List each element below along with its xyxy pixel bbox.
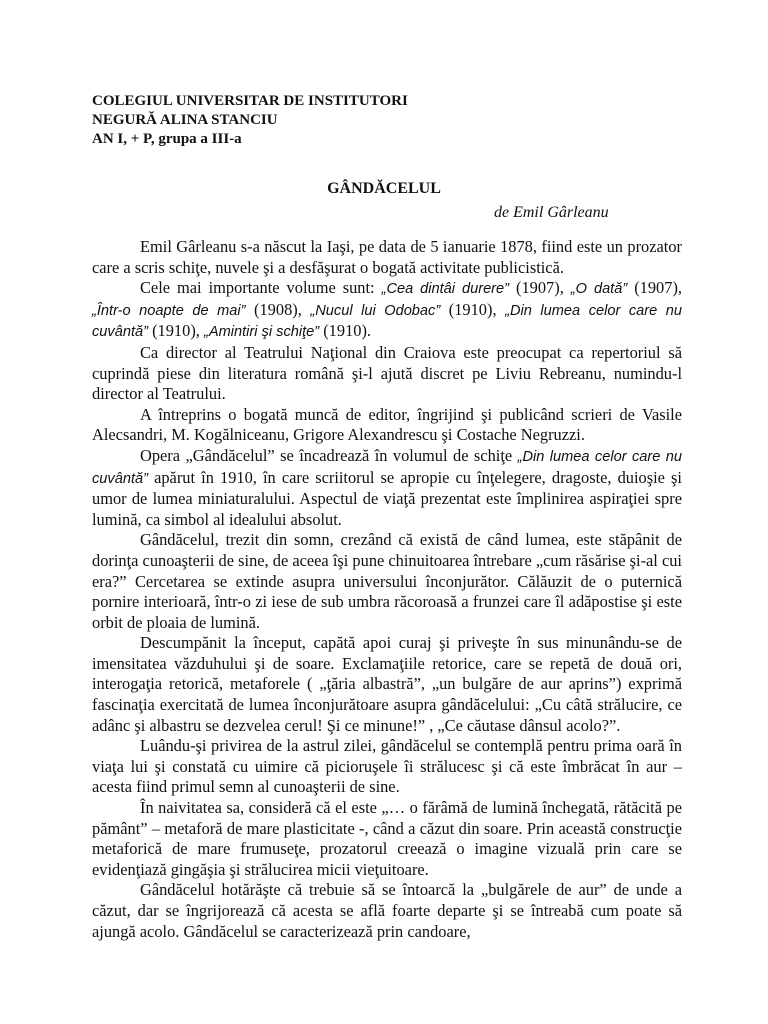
document-title: GÂNDĂCELUL bbox=[327, 180, 441, 197]
text-run: Descumpănit la început, capătă apoi curaj şi priveşte în sus minunându-se de imensitatea văzduhului şi de soare. Exclamaţiile retorice, care se repetă de două ori, interogaţia retorică, metaforele ( „ţăria albastră”, „un bulgăre de aur aprins”) exprimă fascinaţia exercitată de lumea înconjurătoare asupra gândăcelului: „Cu câtă strălucire, ce adânc şi albastru se dezvelea cerul! Şi ce minune!” , „Ce căutase dânsul acolo?”. bbox=[92, 633, 682, 735]
italic-title: „Într-o noapte de mai” bbox=[92, 302, 246, 319]
text-run: (1907), bbox=[627, 278, 682, 298]
text-run: A întreprins o bogată muncă de editor, îngrijind şi publicând scrieri de Vasile Alecsandri, M. Kogălniceanu, Grigore Alexandrescu şi Costache Negruzzi. bbox=[92, 404, 682, 445]
italic-title: „O dată” bbox=[570, 281, 628, 298]
paragraph-p8 bbox=[92, 736, 682, 798]
italic-title: „Cea dintâi durere” bbox=[381, 281, 510, 298]
italic-title: „Din lumea celor care nu cuvântă” bbox=[92, 302, 682, 341]
paragraph-p5 bbox=[92, 446, 682, 530]
italic-title: „Nucul lui Odobac” bbox=[310, 302, 441, 319]
header-student-name: NEGURĂ ALINA STANCIU bbox=[92, 112, 278, 128]
italic-title: „Din lumea celor care nu cuvântă” bbox=[92, 448, 682, 487]
text-run: Opera „Gândăcelul” se încadrează în volumul de schiţe bbox=[140, 445, 518, 465]
text-run: Luându-şi privirea de la astrul zilei, gândăcelul se contemplă pentru prima oară în viaţa lui şi constată cu uimire că picioruşele îi strălucesc şi că este îmbrăcat în aur – acesta fiind primul semn al cunoaşterii de sine. bbox=[92, 736, 682, 797]
text-run: apărut în 1910, în care scriitorul se apropie cu înţelegere, dragoste, duioşie şi umor de lumea miniaturalului. Aspectul de viaţă prezentat este împlinirea aspiraţiei spre lumină, ca simbol al idealului absolut. bbox=[92, 467, 682, 529]
paragraph-p10 bbox=[92, 880, 682, 942]
header-institution: COLEGIUL UNIVERSITAR DE INSTITUTORI bbox=[92, 93, 408, 109]
text-run: Cele mai importante volume sunt: bbox=[140, 278, 382, 298]
text-run: (1908), bbox=[245, 299, 311, 319]
work-author: de Emil Gârleanu bbox=[494, 204, 609, 221]
italic-title: „Amintiri şi schiţe” bbox=[203, 324, 320, 341]
paragraph-p6 bbox=[92, 530, 682, 633]
text-run: Emil Gârleanu s-a născut la Iaşi, pe data de 5 ianuarie 1878, fiind este un prozator care a scris schiţe, nuvele şi a desfăşurat o bogată activitate publicistică. bbox=[92, 237, 682, 277]
paragraph-p2 bbox=[92, 278, 682, 343]
paragraph-p1 bbox=[92, 237, 682, 278]
text-run: (1910), bbox=[147, 321, 204, 341]
text-run: În naivitatea sa, consideră că el este „… o fărâmă de lumină închegată, rătăcită pe pământ” – metaforă de mare plasticitate -, când a căzut din soare. Prin această construcţie metaforică de mare frumuseţe, prozatorul creează o imagine vizuală prin care se evidenţiază gingăşia şi strălucirea micii vieţuitoare. bbox=[92, 798, 682, 879]
text-run: (1910), bbox=[440, 299, 506, 319]
paragraph-p9 bbox=[92, 798, 682, 880]
author-header bbox=[92, 92, 408, 149]
text-run: Gândăcelul, trezit din somn, crezând că există de când lumea, este stăpânit de dorinţa cunoaşterii de sine, de aceea îşi pune chinuitoarea întrebare „cum răsărise şi-al cui era?” Cercetarea se extinde asupra universului înconjurător. Călăuzit de o puternică pornire interioară, într-o zi iese de sub umbra răcoroasă a frunzei care îl adăpostise şi este orbit de ploaia de lumină. bbox=[92, 530, 682, 632]
text-run: (1907), bbox=[509, 278, 571, 298]
text-run: (1910). bbox=[319, 321, 372, 341]
paragraph-p4 bbox=[92, 405, 682, 446]
text-run: Gândăcelul hotărăşte că trebuie să se întoarcă la „bulgărele de aur” de unde a căzut, dar se îngrijorează că acesta se află foarte departe şi se întreabă cum poate să ajungă acolo. Gândăcelul se caracterizează prin candoare, bbox=[92, 880, 682, 941]
document-body bbox=[92, 237, 682, 942]
header-group: AN I, + P, grupa a III-a bbox=[92, 131, 242, 147]
paragraph-p3 bbox=[92, 343, 682, 405]
text-run: Ca director al Teatrului Naţional din Craiova este preocupat ca repertoriul să cuprindă piese din literatura română şi-l ajută discret pe Liviu Rebreanu, numindu-l director al Teatrului. bbox=[92, 342, 682, 404]
paragraph-p7 bbox=[92, 633, 682, 736]
